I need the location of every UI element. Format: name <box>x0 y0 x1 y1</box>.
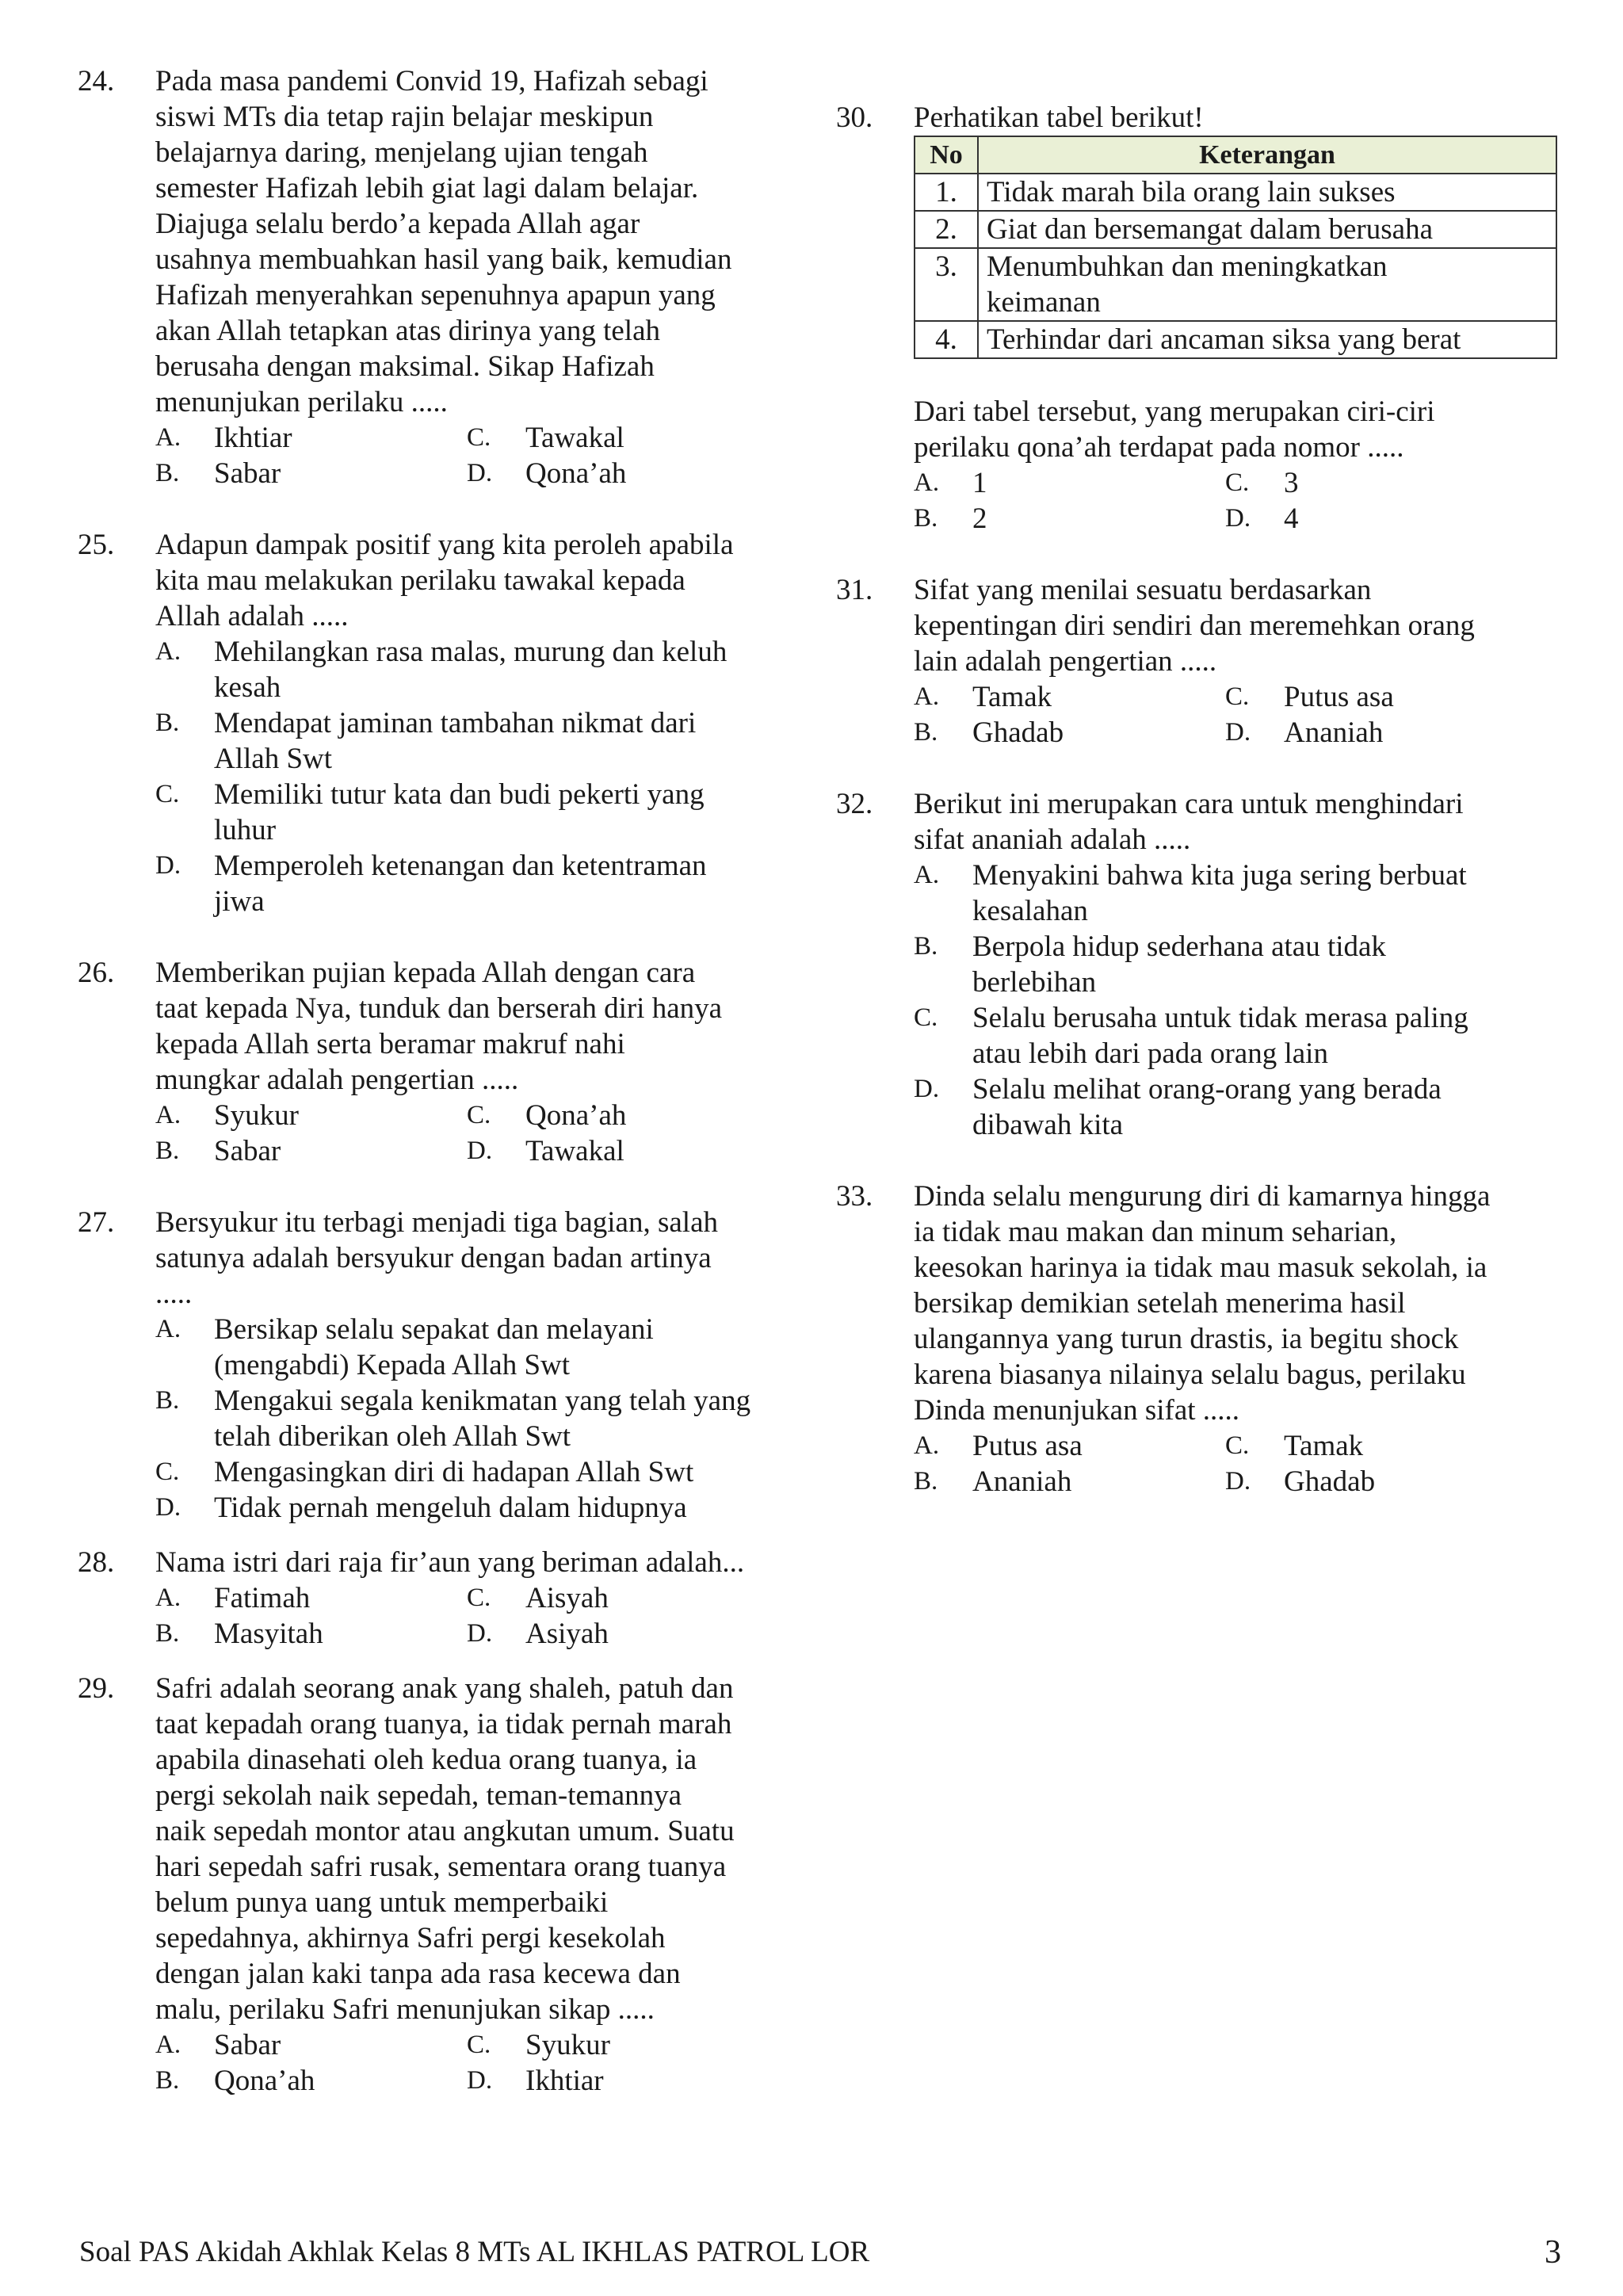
left-column <box>78 63 799 2134</box>
option-letter: A. <box>155 637 181 666</box>
option-text: 2 <box>972 502 987 535</box>
question-24 <box>78 63 799 491</box>
option-letter: D. <box>1225 718 1251 747</box>
question-stem: Berikut ini merupakan cara untuk menghindari sifat ananiah adalah ..... <box>914 788 1464 856</box>
option-text: Syukur <box>525 2029 610 2061</box>
option-letter: B. <box>155 1386 180 1415</box>
table-header-keterangan: Keterangan <box>978 136 1556 174</box>
option-letter: A. <box>914 468 940 497</box>
option-text: Memperoleh ketenangan dan ketentraman jiwa <box>214 850 707 918</box>
option-text: Menyakini bahwa kita juga sering berbuat kesalahan <box>972 859 1467 927</box>
answer-options <box>155 1312 799 1526</box>
option-text: Putus asa <box>1284 681 1394 713</box>
option-text: Mengakui segala kenikmatan yang telah yang telah diberikan oleh Allah Swt <box>214 1385 751 1453</box>
option-text: Aisyah <box>525 1582 609 1614</box>
option-letter: D. <box>467 1619 493 1648</box>
question-28 <box>78 1545 799 1652</box>
option-b[interactable] <box>914 1464 1225 1499</box>
option-d[interactable] <box>155 848 799 919</box>
option-d[interactable] <box>155 1490 799 1526</box>
option-text: Putus asa <box>972 1430 1083 1462</box>
option-letter: C. <box>1225 682 1250 711</box>
table-cell-no: 2. <box>915 211 978 248</box>
option-letter: C. <box>467 1101 491 1129</box>
option-c[interactable] <box>1225 679 1565 715</box>
option-b[interactable] <box>914 715 1225 751</box>
question-number: 25. <box>78 529 115 561</box>
option-text: Tidak pernah mengeluh dalam hidupnya <box>214 1492 687 1524</box>
option-text: Sabar <box>214 2029 281 2061</box>
question-number: 26. <box>78 957 115 989</box>
option-text: Berpola hidup sederhana atau tidak berlebihan <box>972 930 1386 999</box>
option-b[interactable] <box>155 1383 799 1454</box>
option-c[interactable] <box>1225 1428 1565 1464</box>
option-letter: B. <box>914 1467 938 1496</box>
option-c[interactable] <box>155 777 799 848</box>
option-text: Masyitah <box>214 1618 323 1650</box>
option-letter: C. <box>1225 468 1250 497</box>
option-text: Bersikap selalu sepakat dan melayani (mengabdi) Kepada Allah Swt <box>214 1313 654 1381</box>
option-d[interactable] <box>467 456 799 491</box>
option-text: Ananiah <box>972 1465 1072 1498</box>
option-text: Ananiah <box>1284 716 1384 749</box>
option-text: Selalu berusaha untuk tidak merasa paling atau lebih dari pada orang lain <box>972 1002 1468 1070</box>
option-letter: C. <box>914 1003 938 1032</box>
question-number: 29. <box>78 1672 115 1705</box>
option-letter: A. <box>914 1431 940 1460</box>
answer-options <box>155 1098 799 1169</box>
option-text: Mehilangkan rasa malas, murung dan keluh kesah <box>214 636 727 704</box>
table-cell-text: Tidak marah bila orang lain sukses <box>978 174 1556 211</box>
page-number: 3 <box>1545 2234 1561 2271</box>
option-letter: A. <box>914 682 940 711</box>
option-text: Tamak <box>972 681 1052 713</box>
option-a[interactable] <box>155 1580 467 1616</box>
question-26 <box>78 955 799 1169</box>
option-letter: A. <box>155 1101 181 1129</box>
option-b[interactable] <box>914 501 1225 537</box>
option-text: Tawakal <box>525 422 624 454</box>
table-row <box>915 174 1556 211</box>
table-cell-no: 1. <box>915 174 978 211</box>
answer-options <box>914 465 1565 537</box>
question-29 <box>78 1671 799 2099</box>
question-number: 31. <box>836 574 873 606</box>
option-letter: B. <box>914 718 938 747</box>
option-a[interactable] <box>914 1428 1225 1464</box>
answer-options <box>155 1580 799 1652</box>
option-text: Ghadab <box>1284 1465 1376 1498</box>
option-letter: A. <box>155 1584 181 1612</box>
question-stem: Adapun dampak positif yang kita peroleh apabila kita mau melakukan perilaku tawakal kepada Allah adalah ..... <box>155 529 734 632</box>
page-footer: Soal PAS Akidah Akhlak Kelas 8 MTs AL IKHLAS PATROL LOR <box>79 2236 870 2268</box>
answer-options <box>914 679 1565 751</box>
criteria-table <box>914 136 1557 359</box>
option-c[interactable] <box>155 1454 799 1490</box>
answer-options <box>914 858 1565 1143</box>
question-33 <box>836 1179 1565 1499</box>
question-stem: Memberikan pujian kepada Allah dengan cara taat kepada Nya, tunduk dan berserah diri hanya kepada Allah serta beramar makruf nahi mungkar adalah pengertian ..... <box>155 957 723 1096</box>
option-text: Mengasingkan diri di hadapan Allah Swt <box>214 1456 694 1488</box>
option-d[interactable] <box>467 2063 799 2099</box>
option-letter: A. <box>155 2030 181 2059</box>
option-text: 3 <box>1284 467 1299 499</box>
option-a[interactable] <box>914 465 1225 501</box>
option-c[interactable] <box>914 1000 1565 1072</box>
option-text: 4 <box>1284 502 1299 535</box>
option-letter: B. <box>914 504 938 533</box>
question-32 <box>836 786 1565 1143</box>
table-cell-no: 3. <box>915 248 978 321</box>
option-a[interactable] <box>155 1312 799 1383</box>
option-letter: C. <box>467 2030 491 2059</box>
option-text: Mendapat jaminan tambahan nikmat dari Allah Swt <box>214 707 697 775</box>
option-letter: C. <box>155 780 180 808</box>
option-d[interactable] <box>1225 1464 1565 1499</box>
option-letter: B. <box>914 932 938 961</box>
answer-options <box>155 420 799 491</box>
question-number: 24. <box>78 65 115 97</box>
table-cell-text: Menumbuhkan dan meningkatkan keimanan <box>978 248 1556 321</box>
option-b[interactable] <box>155 705 799 777</box>
option-c[interactable] <box>467 2027 799 2063</box>
option-text: 1 <box>972 467 987 499</box>
option-a[interactable] <box>155 2027 467 2063</box>
option-letter: B. <box>155 459 180 487</box>
option-text: Memiliki tutur kata dan budi pekerti yang luhur <box>214 778 705 846</box>
option-text: Fatimah <box>214 1582 311 1614</box>
option-d[interactable] <box>467 1616 799 1652</box>
question-stem: Dinda selalu mengurung diri di kamarnya hingga ia tidak mau makan dan minum seharian, keesokan harinya ia tidak mau masuk sekolah, ia bersikap demikian setelah menerima hasil ulangannya yang turun drastis, ia begitu shock karena biasanya nilainya selalu bagus, perilaku Dinda menunjukan sifat ..... <box>914 1180 1491 1427</box>
option-a[interactable] <box>914 858 1565 929</box>
option-letter: B. <box>155 709 180 737</box>
option-letter: D. <box>467 1137 493 1165</box>
question-stem: Nama istri dari raja fir’aun yang beriman adalah... <box>155 1546 745 1579</box>
right-column <box>836 100 1565 1535</box>
option-text: Syukur <box>214 1099 299 1132</box>
option-letter: C. <box>467 1584 491 1612</box>
option-text: Sabar <box>214 457 281 490</box>
option-c[interactable] <box>467 420 799 456</box>
option-text: Tawakal <box>525 1135 624 1167</box>
option-text: Ikhtiar <box>525 2065 604 2097</box>
question-number: 30. <box>836 101 873 134</box>
option-a[interactable] <box>155 1098 467 1133</box>
option-text: Sabar <box>214 1135 281 1167</box>
option-letter: D. <box>1225 504 1251 533</box>
option-c[interactable] <box>467 1580 799 1616</box>
question-stem: Safri adalah seorang anak yang shaleh, patuh dan taat kepadah orang tuanya, ia tidak pernah marah apabila dinasehati oleh kedua orang tuanya, ia pergi sekolah naik sepedah, teman-temannya naik sepedah montor atau angkutan umum. Suatu hari sepedah safri rusak, sementara orang tuanya belum punya uang untuk memperbaiki sepedahnya, akhirnya Safri pergi kesekolah dengan jalan kaki tanpa ada rasa kecewa dan malu, perilaku Safri menunjukan sikap ..... <box>155 1672 735 2026</box>
option-letter: C. <box>1225 1431 1250 1460</box>
question-intro: Perhatikan tabel berikut! <box>914 101 1204 134</box>
option-letter: B. <box>155 1137 180 1165</box>
table-row <box>915 211 1556 248</box>
option-text: Qona’ah <box>525 1099 627 1132</box>
answer-options <box>914 1428 1565 1499</box>
option-c[interactable] <box>467 1098 799 1133</box>
option-text: Asiyah <box>525 1618 609 1650</box>
option-c[interactable] <box>1225 465 1565 501</box>
question-stem: Pada masa pandemi Convid 19, Hafizah sebagi siswi MTs dia tetap rajin belajar meskipun belajarnya daring, menjelang ujian tengah semester Hafizah lebih giat lagi dalam belajar. Diajuga selalu berdo’a kepada Allah agar usahnya membuahkan hasil yang baik, kemudian Hafizah menyerahkan sepenuhnya apapun yang akan Allah tetapkan atas dirinya yang telah berusaha dengan maksimal. Sikap Hafizah menunjukan perilaku ..... <box>155 65 732 418</box>
question-25 <box>78 527 799 919</box>
option-d[interactable] <box>1225 715 1565 751</box>
option-text: Ghadab <box>972 716 1064 749</box>
question-number: 32. <box>836 788 873 820</box>
option-letter: A. <box>155 1315 181 1343</box>
option-letter: D. <box>155 1493 181 1522</box>
option-text: Ikhtiar <box>214 422 292 454</box>
option-letter: D. <box>1225 1467 1251 1496</box>
option-letter: D. <box>914 1075 940 1103</box>
table-cell-text: Giat dan bersemangat dalam berusaha <box>978 211 1556 248</box>
option-letter: C. <box>467 423 491 452</box>
question-30 <box>836 100 1565 537</box>
option-a[interactable] <box>155 634 799 705</box>
option-letter: D. <box>155 851 181 880</box>
option-a[interactable] <box>914 679 1225 715</box>
option-letter: A. <box>914 861 940 889</box>
option-b[interactable] <box>155 1616 467 1652</box>
table-cell-no: 4. <box>915 321 978 358</box>
table-row <box>915 248 1556 321</box>
answer-options <box>155 634 799 919</box>
question-stem: Dari tabel tersebut, yang merupakan ciri-ciri perilaku qona’ah terdapat pada nomor ..... <box>914 395 1435 464</box>
option-text: Selalu melihat orang-orang yang berada dibawah kita <box>972 1073 1442 1141</box>
question-31 <box>836 572 1565 751</box>
answer-options <box>155 2027 799 2099</box>
option-text: Qona’ah <box>214 2065 315 2097</box>
option-letter: D. <box>467 2066 493 2095</box>
option-text: Tamak <box>1284 1430 1364 1462</box>
option-a[interactable] <box>155 420 467 456</box>
table-cell-text: Terhindar dari ancaman siksa yang berat <box>978 321 1556 358</box>
option-b[interactable] <box>914 929 1565 1000</box>
question-number: 27. <box>78 1206 115 1239</box>
question-stem: Sifat yang menilai sesuatu berdasarkan kepentingan diri sendiri dan meremehkan orang lain adalah pengertian ..... <box>914 574 1475 678</box>
table-header-no: No <box>915 136 978 174</box>
option-letter: D. <box>467 459 493 487</box>
question-27 <box>78 1205 799 1526</box>
question-number: 28. <box>78 1546 115 1579</box>
option-b[interactable] <box>155 1133 467 1169</box>
option-d[interactable] <box>914 1072 1565 1143</box>
option-letter: B. <box>155 1619 180 1648</box>
option-b[interactable] <box>155 456 467 491</box>
option-d[interactable] <box>1225 501 1565 537</box>
table-row <box>915 321 1556 358</box>
option-b[interactable] <box>155 2063 467 2099</box>
option-letter: B. <box>155 2066 180 2095</box>
option-letter: C. <box>155 1457 180 1486</box>
option-text: Qona’ah <box>525 457 627 490</box>
table-header-row <box>915 136 1556 174</box>
option-letter: A. <box>155 423 181 452</box>
option-d[interactable] <box>467 1133 799 1169</box>
question-stem: Bersyukur itu terbagi menjadi tiga bagian, salah satunya adalah bersyukur dengan badan artinya ..... <box>155 1206 718 1310</box>
question-number: 33. <box>836 1180 873 1213</box>
